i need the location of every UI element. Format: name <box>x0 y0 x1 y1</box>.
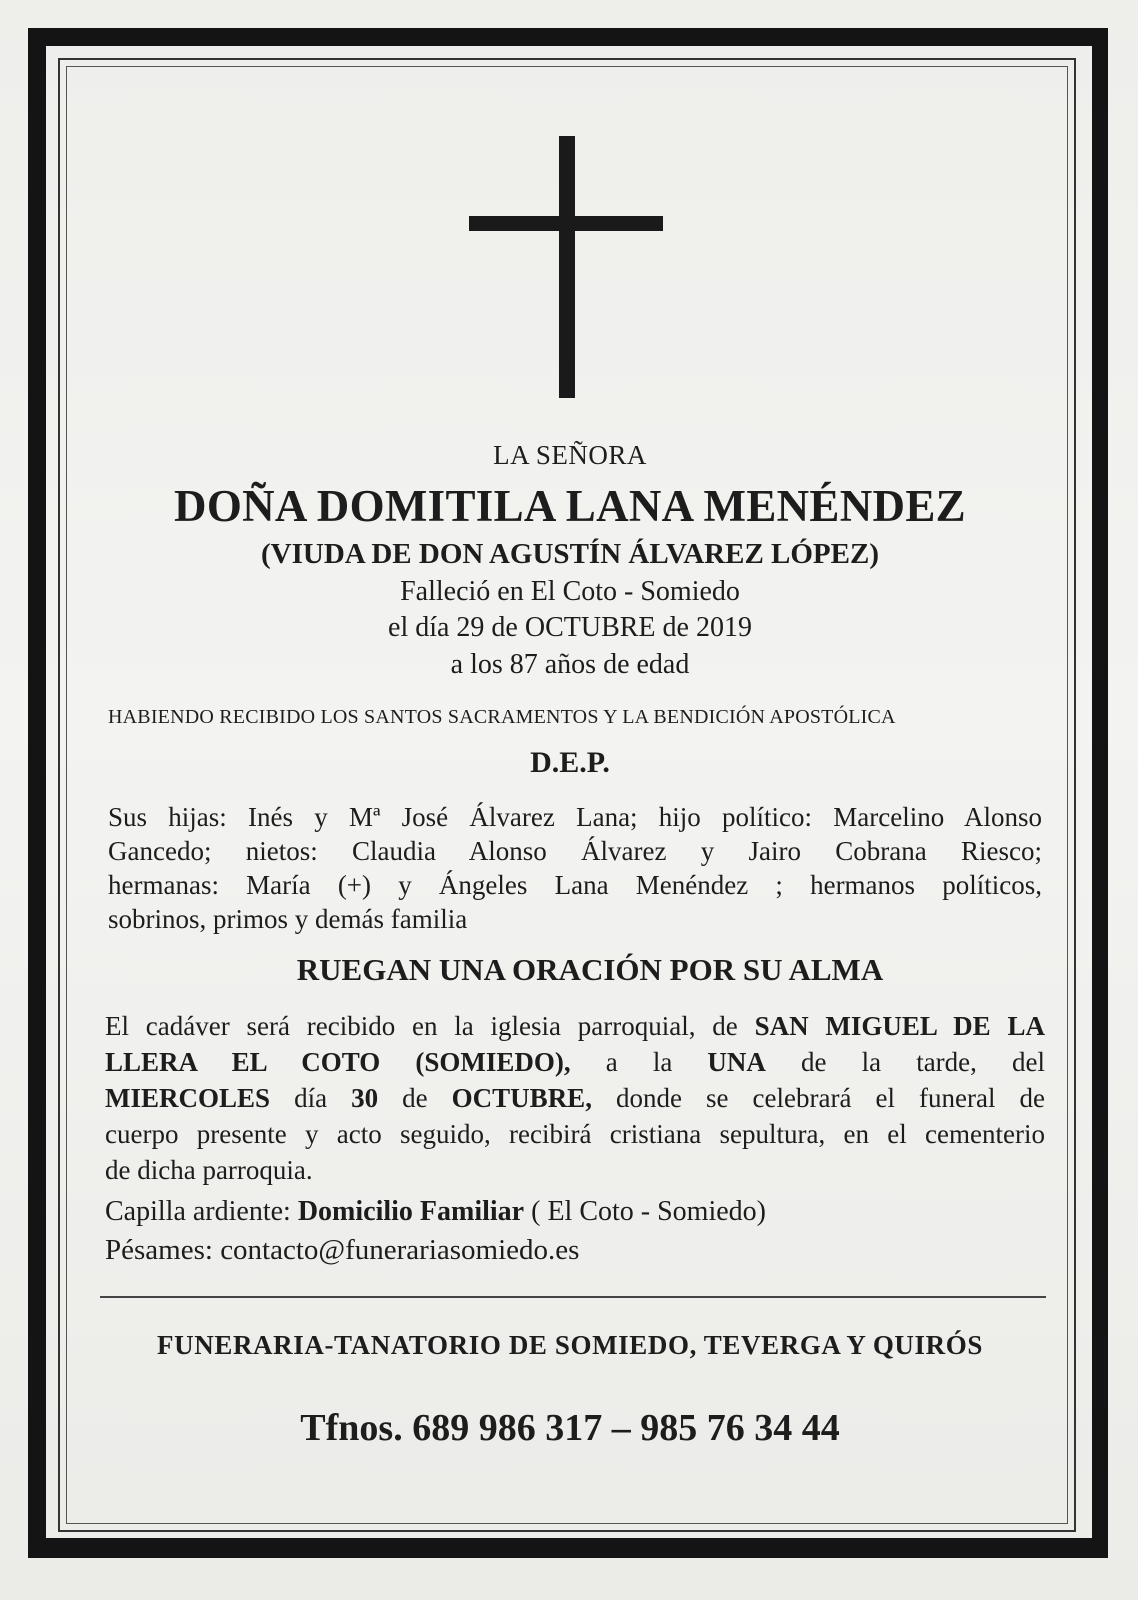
funeral-line <box>105 1080 1045 1116</box>
death-place: Falleció en El Coto - Somiedo <box>400 576 740 607</box>
funeral-line <box>105 1008 1045 1044</box>
sacraments-line: HABIENDO RECIBIDO LOS SANTOS SACRAMENTOS Y LA BENDICIÓN APOSTÓLICA <box>108 706 896 728</box>
funeral-line: cuerpo presente y acto seguido, recibirá cristiana sepultura, en el cementerio <box>105 1119 1045 1149</box>
family-paragraph <box>108 800 1042 936</box>
funeral-text: de <box>378 1083 452 1113</box>
deceased-name: DOÑA DOMITILA LANA MENÉNDEZ <box>174 481 966 531</box>
chapel-place: Domicilio Familiar <box>297 1196 525 1227</box>
cross-icon-bar <box>469 216 663 231</box>
chapel-line <box>105 1196 766 1228</box>
church-name: SAN MIGUEL DE LA <box>754 1011 1045 1041</box>
dep-heading: D.E.P. <box>530 746 610 779</box>
family-line: Gancedo; nietos: Claudia Alonso Álvarez y Jairo Cobrana Riesco; <box>108 836 1042 866</box>
funeral-text: El cadáver será recibido en la iglesia parroquial, de <box>105 1011 755 1041</box>
funeral-line: de dicha parroquia. <box>105 1155 313 1185</box>
phone-numbers: Tfnos. 689 986 317 – 985 76 34 44 <box>300 1407 840 1449</box>
title-la-senora: LA SEÑORA <box>493 440 647 470</box>
divider-line <box>100 1296 1046 1298</box>
prayer-request-heading: RUEGAN UNA ORACIÓN POR SU ALMA <box>296 952 884 987</box>
funeral-home-name: FUNERARIA-TANATORIO DE SOMIEDO, TEVERGA Y QUIRÓS <box>157 1330 983 1360</box>
funeral-day: 30 <box>351 1083 379 1113</box>
church-location: LLERA EL COTO (SOMIEDO), <box>105 1047 571 1077</box>
funeral-hour: UNA <box>707 1047 766 1077</box>
chapel-label: Capilla ardiente: <box>105 1196 298 1227</box>
funeral-text: día <box>270 1083 352 1113</box>
funeral-weekday: MIERCOLES <box>105 1083 271 1113</box>
funeral-paragraph <box>105 1008 1045 1188</box>
condolences-label: Pésames: <box>105 1234 221 1266</box>
death-date: el día 29 de OCTUBRE de 2019 <box>388 612 752 643</box>
condolences-line <box>105 1234 579 1267</box>
funeral-text: de la tarde, del <box>765 1047 1045 1077</box>
condolences-email: contacto@funerariasomiedo.es <box>220 1234 580 1266</box>
age-at-death: a los 87 años de edad <box>450 649 690 680</box>
funeral-month: OCTUBRE, <box>451 1083 592 1113</box>
family-line: sobrinos, primos y demás familia <box>108 904 468 934</box>
funeral-text: donde se celebrará el funeral de <box>591 1083 1045 1113</box>
cross-icon <box>559 136 575 398</box>
family-line: hermanas: María (+) y Ángeles Lana Menéndez ; hermanos políticos, <box>108 870 1042 900</box>
funeral-line <box>105 1044 1045 1080</box>
family-line: Sus hijas: Inés y Mª José Álvarez Lana; hijo político: Marcelino Alonso <box>108 802 1042 832</box>
funeral-text: a la <box>570 1047 708 1077</box>
chapel-location: ( El Coto - Somiedo) <box>524 1196 766 1227</box>
widow-of: (VIUDA DE DON AGUSTÍN ÁLVAREZ LÓPEZ) <box>261 538 879 570</box>
